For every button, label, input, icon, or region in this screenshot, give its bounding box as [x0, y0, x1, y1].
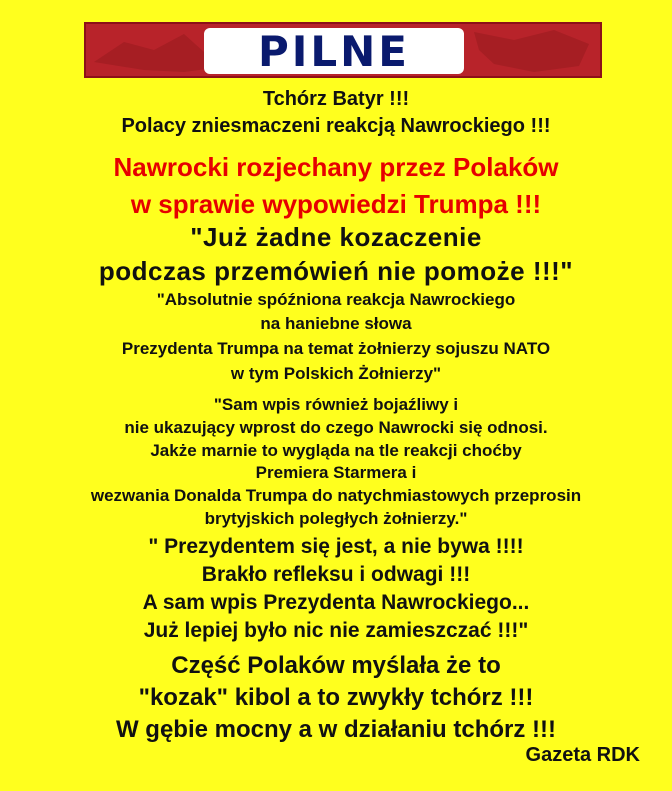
headline-line: Polacy zniesmaczeni reakcją Nawrockiego !!! — [121, 115, 551, 137]
quote-line: podczas przemówień nie pomoże !!!" — [98, 256, 574, 286]
body-line: Brakło refleksu i odwagi !!! — [201, 563, 471, 586]
body-line: " Prezydentem się jest, a nie bywa !!!! — [148, 535, 524, 558]
body-line: "Absolutnie spóźniona reakcja Nawrockiego — [156, 290, 516, 309]
urgent-banner — [84, 22, 602, 78]
red-headline-line: Nawrocki rozjechany przez Polaków — [113, 152, 559, 182]
body-line: na haniebne słowa — [260, 314, 412, 333]
body-line: nie ukazujący wprost do czego Nawrocki się odnosi. — [124, 418, 548, 437]
body-line: Prezydenta Trumpa na temat żołnierzy sojuszu NATO — [121, 339, 551, 358]
body-line: wezwania Donalda Trumpa do natychmiastowych przeprosin — [90, 486, 582, 505]
body-line: Jakże marnie to wygląda na tle reakcji choćby — [150, 441, 522, 460]
closing-line: Część Polaków myślała że to — [171, 652, 501, 679]
signature: Gazeta RDK — [525, 744, 640, 766]
body-line: w tym Polskich Żołnierzy" — [230, 364, 442, 383]
banner-label: PILNE — [204, 28, 464, 74]
closing-line: W gębie mocny a w działaniu tchórz !!! — [115, 716, 557, 743]
headline-line: Tchórz Batyr !!! — [262, 88, 410, 110]
quote-line: "Już żadne kozaczenie — [190, 222, 482, 252]
closing-line: "kozak" kibol a to zwykły tchórz !!! — [138, 684, 534, 711]
body-line: Premiera Starmera i — [255, 463, 417, 482]
body-line: "Sam wpis również bojaźliwy i — [213, 395, 459, 414]
red-headline-line: w sprawie wypowiedzi Trumpa !!! — [130, 189, 542, 219]
body-line: brytyjskich poległych żołnierzy." — [204, 509, 468, 528]
body-line: A sam wpis Prezydenta Nawrockiego... — [142, 591, 530, 614]
body-line: Już lepiej było nic nie zamieszczać !!!" — [143, 619, 529, 642]
